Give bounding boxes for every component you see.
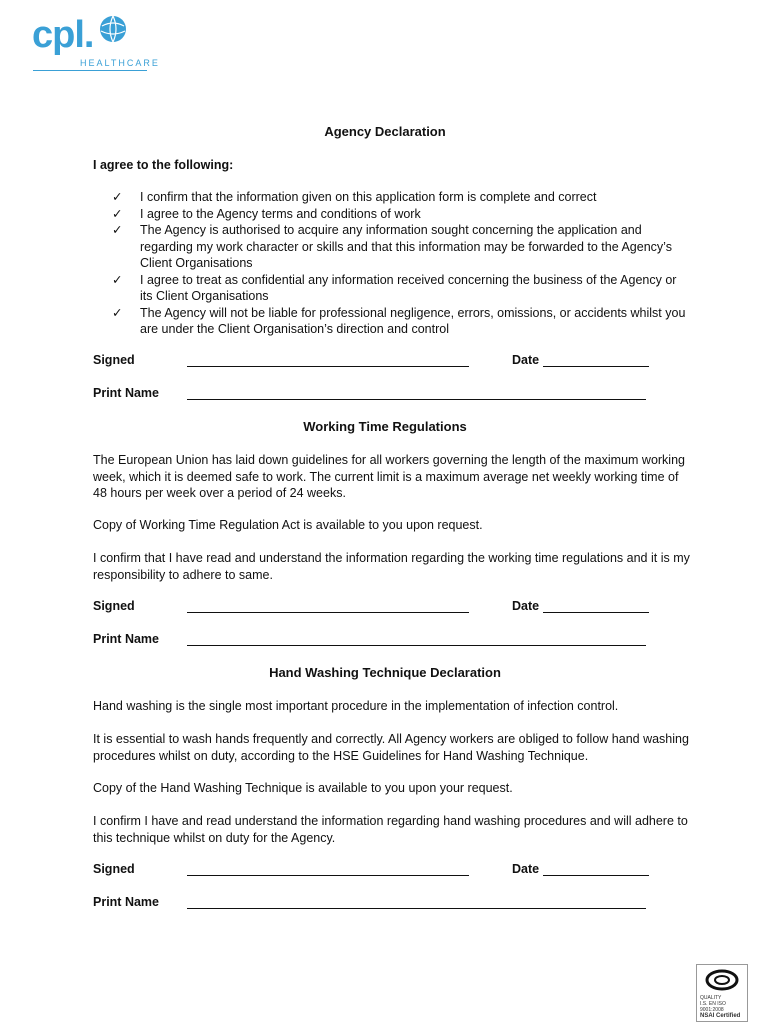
wtr-title: Working Time Regulations: [303, 419, 467, 434]
checkmark-icon: ✓: [112, 190, 123, 204]
signed-label: Signed: [93, 862, 135, 876]
logo-underline: [33, 70, 147, 71]
wtr-paragraph-1: The European Union has laid down guidelines for all workers governing the length of the maximum working week, which it is deemed safe to work. The current limit is a maximum average net weekly working time of 48 hours per week over a period of 24 weeks.: [93, 453, 685, 500]
wtr-paragraph-2: Copy of Working Time Regulation Act is available to you upon request.: [93, 518, 483, 532]
signed-field[interactable]: [187, 366, 469, 367]
date-label: Date: [512, 599, 540, 613]
agency-title: Agency Declaration: [324, 124, 446, 139]
globe-logo-icon: [98, 14, 128, 44]
date-label: Date: [512, 353, 540, 367]
brand-subtitle: HEALTHCARE: [80, 58, 160, 68]
hw-paragraph-2: It is essential to wash hands frequently and correctly. All Agency workers are obliged to follow hand washing procedures whilst on duty, according to the HSE Guidelines for Hand Washing Technique.: [93, 732, 689, 763]
print-name-field[interactable]: [187, 399, 646, 400]
print-name-field[interactable]: [187, 908, 646, 909]
agency-checklist: [112, 189, 692, 338]
checkmark-icon: ✓: [112, 305, 123, 320]
hw-title: Hand Washing Technique Declaration: [269, 665, 501, 680]
checkmark-icon: ✓: [112, 223, 123, 237]
checkmark-icon: ✓: [112, 272, 123, 287]
check-item: ✓ The Agency is authorised to acquire any information sought concerning the application and regarding my work character or skills and that this information may be forwarded to the Agency’s Client Organisations: [112, 223, 672, 270]
wtr-paragraph-3: I confirm that I have read and understand the information regarding the working time regulations and it is my responsibility to adhere to same.: [93, 551, 690, 582]
date-label: Date: [512, 862, 540, 876]
signed-field[interactable]: [187, 612, 469, 613]
hw-paragraph-4: I confirm I have and read understand the information regarding hand washing procedures and will adhere to this technique whilst on duty for the Agency.: [93, 814, 688, 845]
signed-label: Signed: [93, 599, 135, 613]
print-name-label: Print Name: [93, 386, 159, 400]
nsai-certification-badge: [696, 964, 748, 1022]
signed-field[interactable]: [187, 875, 469, 876]
print-name-label: Print Name: [93, 632, 159, 646]
hw-paragraph-1: Hand washing is the single most important procedure in the implementation of infection control.: [93, 699, 619, 713]
check-item: ✓ I confirm that the information given on this application form is complete and correct: [112, 190, 597, 204]
print-name-field[interactable]: [187, 645, 646, 646]
cert-line-3: NSAI Certified: [700, 1013, 741, 1019]
date-field[interactable]: [543, 366, 649, 367]
hw-paragraph-3: Copy of the Hand Washing Technique is available to you upon your request.: [93, 781, 513, 795]
check-item: ✓ I agree to the Agency terms and conditions of work: [112, 206, 421, 221]
checkmark-icon: ✓: [112, 206, 123, 221]
check-item: ✓ The Agency will not be liable for professional negligence, errors, omissions, or accidents whilst you are under the Client Organisation’s direction and control: [112, 305, 686, 336]
signed-label: Signed: [93, 353, 135, 367]
print-name-label: Print Name: [93, 895, 159, 909]
cert-line-2: I.S. EN ISO 9001:2008: [700, 1001, 726, 1013]
nsai-eye-icon: [697, 965, 747, 995]
check-item: ✓ I agree to treat as confidential any information received concerning the business of the Agency or its Client Organisations: [112, 272, 677, 303]
date-field[interactable]: [543, 612, 649, 613]
brand-logo: cpl.: [32, 14, 94, 56]
date-field[interactable]: [543, 875, 649, 876]
agency-intro: I agree to the following:: [93, 158, 234, 172]
cert-line-1: QUALITY: [700, 995, 722, 1001]
